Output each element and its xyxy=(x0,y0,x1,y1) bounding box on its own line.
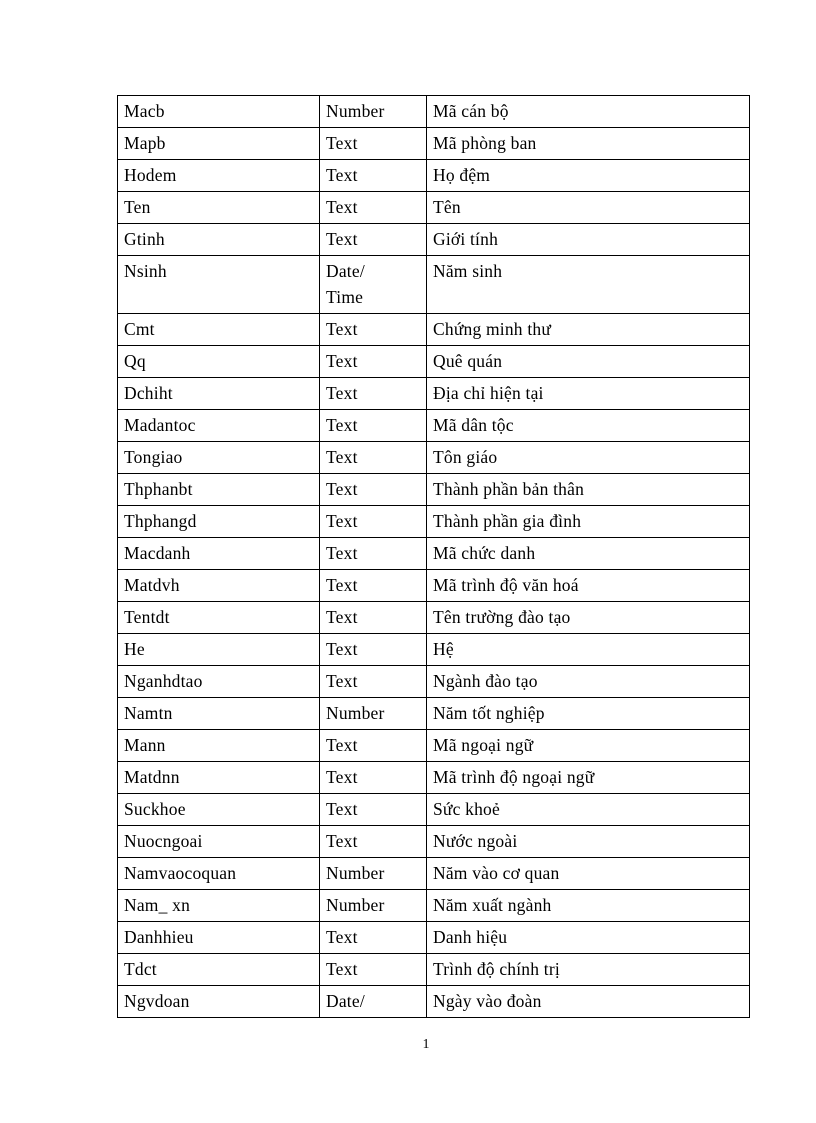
field-name-cell: Dchiht xyxy=(118,378,320,410)
table-row xyxy=(118,986,750,1018)
field-name-cell: Gtinh xyxy=(118,224,320,256)
field-name-cell: Nuocngoai xyxy=(118,826,320,858)
field-name-cell: Mapb xyxy=(118,128,320,160)
field-name-cell: Danhhieu xyxy=(118,922,320,954)
description-cell: Ngày vào đoàn xyxy=(427,986,750,1018)
description-cell: Năm vào cơ quan xyxy=(427,858,750,890)
table-row xyxy=(118,506,750,538)
field-name-cell: Thphanbt xyxy=(118,474,320,506)
field-name-cell: Nganhdtao xyxy=(118,666,320,698)
description-cell: Quê quán xyxy=(427,346,750,378)
description-cell: Tên xyxy=(427,192,750,224)
data-type-cell: Number xyxy=(320,96,427,128)
data-type-cell: Text xyxy=(320,762,427,794)
data-type-cell: Text xyxy=(320,922,427,954)
description-cell: Thành phần gia đình xyxy=(427,506,750,538)
table-body xyxy=(118,96,750,1018)
data-type-cell: Text xyxy=(320,160,427,192)
data-type-cell: Number xyxy=(320,858,427,890)
description-cell: Trình độ chính trị xyxy=(427,954,750,986)
field-name-cell: Ngvdoan xyxy=(118,986,320,1018)
description-cell: Chứng minh thư xyxy=(427,314,750,346)
data-type-cell: Text xyxy=(320,634,427,666)
table-row xyxy=(118,160,750,192)
table-row xyxy=(118,128,750,160)
data-type-cell: Date/ xyxy=(320,986,427,1018)
table-row xyxy=(118,666,750,698)
description-cell: Nước ngoài xyxy=(427,826,750,858)
description-cell: Họ đệm xyxy=(427,160,750,192)
data-type-cell: Date/ Time xyxy=(320,256,427,314)
table-row xyxy=(118,192,750,224)
description-cell: Hệ xyxy=(427,634,750,666)
table-row xyxy=(118,922,750,954)
field-name-cell: Matdvh xyxy=(118,570,320,602)
description-cell: Ngành đào tạo xyxy=(427,666,750,698)
description-cell: Năm tốt nghiệp xyxy=(427,698,750,730)
data-type-cell: Text xyxy=(320,378,427,410)
data-type-cell: Text xyxy=(320,538,427,570)
table-row xyxy=(118,698,750,730)
field-name-cell: Macdanh xyxy=(118,538,320,570)
table-row xyxy=(118,634,750,666)
table-row xyxy=(118,474,750,506)
data-type-cell: Text xyxy=(320,730,427,762)
data-type-cell: Text xyxy=(320,826,427,858)
table-row xyxy=(118,378,750,410)
field-definition-table xyxy=(117,95,750,1018)
data-type-cell: Text xyxy=(320,666,427,698)
data-type-cell: Text xyxy=(320,192,427,224)
table-row xyxy=(118,96,750,128)
field-name-cell: Hodem xyxy=(118,160,320,192)
field-name-cell: Tongiao xyxy=(118,442,320,474)
field-name-cell: Suckhoe xyxy=(118,794,320,826)
data-type-cell: Text xyxy=(320,410,427,442)
data-type-cell: Text xyxy=(320,570,427,602)
table-row xyxy=(118,794,750,826)
table-row xyxy=(118,954,750,986)
description-cell: Tên trường đào tạo xyxy=(427,602,750,634)
field-name-cell: Namvaocoquan xyxy=(118,858,320,890)
data-type-cell: Text xyxy=(320,474,427,506)
table-row xyxy=(118,570,750,602)
field-name-cell: Tdct xyxy=(118,954,320,986)
page-number: 1 xyxy=(422,1037,430,1052)
data-type-cell: Number xyxy=(320,890,427,922)
table-row xyxy=(118,826,750,858)
field-name-cell: Macb xyxy=(118,96,320,128)
field-name-cell: Madantoc xyxy=(118,410,320,442)
description-cell: Mã phòng ban xyxy=(427,128,750,160)
data-type-cell: Text xyxy=(320,794,427,826)
table-row xyxy=(118,730,750,762)
data-type-cell: Number xyxy=(320,698,427,730)
description-cell: Danh hiệu xyxy=(427,922,750,954)
table-row xyxy=(118,224,750,256)
description-cell: Mã trình độ ngoại ngữ xyxy=(427,762,750,794)
description-cell: Mã trình độ văn hoá xyxy=(427,570,750,602)
description-cell: Giới tính xyxy=(427,224,750,256)
table-row xyxy=(118,890,750,922)
table-row xyxy=(118,858,750,890)
field-name-cell: Nsinh xyxy=(118,256,320,314)
data-type-cell: Text xyxy=(320,954,427,986)
field-name-cell: Qq xyxy=(118,346,320,378)
field-name-cell: Matdnn xyxy=(118,762,320,794)
data-type-cell: Text xyxy=(320,128,427,160)
description-cell: Mã dân tộc xyxy=(427,410,750,442)
data-type-cell: Text xyxy=(320,224,427,256)
table-row xyxy=(118,314,750,346)
table-row xyxy=(118,762,750,794)
data-type-cell: Text xyxy=(320,506,427,538)
description-cell: Mã chức danh xyxy=(427,538,750,570)
table-row xyxy=(118,442,750,474)
data-type-cell: Text xyxy=(320,314,427,346)
field-name-cell: Cmt xyxy=(118,314,320,346)
table-row xyxy=(118,602,750,634)
field-name-cell: Namtn xyxy=(118,698,320,730)
data-type-cell: Text xyxy=(320,442,427,474)
description-cell: Mã ngoại ngữ xyxy=(427,730,750,762)
description-cell: Sức khoẻ xyxy=(427,794,750,826)
description-cell: Thành phần bản thân xyxy=(427,474,750,506)
field-name-cell: Tentdt xyxy=(118,602,320,634)
data-type-cell: Text xyxy=(320,602,427,634)
field-name-cell: Mann xyxy=(118,730,320,762)
field-name-cell: Thphangd xyxy=(118,506,320,538)
description-cell: Mã cán bộ xyxy=(427,96,750,128)
field-name-cell: He xyxy=(118,634,320,666)
description-cell: Địa chỉ hiện tại xyxy=(427,378,750,410)
description-cell: Năm sinh xyxy=(427,256,750,314)
data-type-cell: Text xyxy=(320,346,427,378)
field-name-cell: Nam_ xn xyxy=(118,890,320,922)
table-row xyxy=(118,346,750,378)
description-cell: Tôn giáo xyxy=(427,442,750,474)
table-row xyxy=(118,410,750,442)
description-cell: Năm xuất ngành xyxy=(427,890,750,922)
table-row xyxy=(118,538,750,570)
table-row xyxy=(118,256,750,314)
field-name-cell: Ten xyxy=(118,192,320,224)
